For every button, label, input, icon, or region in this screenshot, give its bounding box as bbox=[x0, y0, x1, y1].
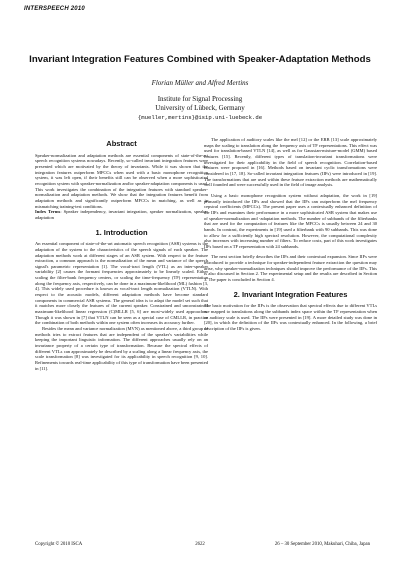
index-terms-text: : Speaker independency, invariant integration, speaker normalization, speaker adaptation bbox=[35, 209, 208, 220]
intro-paragraph-3: The application of auditory scales like the mel [12] or the ERB [13] scale approximately maps the scaling to translation along the frequency axis of TF representations. This effect was used for translation-based VTLN [14], as well as for Gaussian-mixture-model (GMM) based features [15]. Recently, different types of translation-invariant transformations were investigated for their applicability in the field of speech recognition. Correlation-based features were proposed in [16]. Methods based on invariant cyclic transformations were considered in [17, 18]. So-called invariant integration features (IIFs) were introduced in [19]. The transformations that are used within these feature extraction methods are mathematically well founded and were successfully used in the field of image analysis. bbox=[204, 137, 377, 188]
intro-paragraph-4: Using a basic monophone recognition system without adaptation, the work in [19] primarily introduced the IIFs and showed that the IIFs can outperform the mel frequency cepstral coefficients (MFCCs). The present paper uses a contextually enhanced definition of the IIFs and examines their performance in a more sophisticated ASR system that makes use of speaker-normalization and -adaptation methods. The number of subbands of the filterbanks that are used for the computation of features like the MFCCs is usually between 24 and 30 bands. In contrast, the experiments in [19] used a filterbank with 90 subbands. This was done to allow for a sufficiently high spectral resolution. However, the computational complexity also increases with increasing number of filters. To reduce costs, part of this work investigates IIFs based on a TF representation with 24 subbands. bbox=[204, 192, 377, 249]
index-terms-label: Index Terms bbox=[35, 209, 61, 215]
footer-conference: 26 – 30 September 2010, Makuhari, Chiba, Japan bbox=[274, 542, 370, 547]
intro-heading: 1. Introduction bbox=[95, 227, 148, 237]
conference-header: INTERSPEECH 2010 bbox=[24, 6, 85, 12]
authors: Florian Müller and Alfred Mertins bbox=[151, 79, 249, 87]
index-terms bbox=[35, 209, 208, 220]
affiliation-institute: Institute for Signal Processing bbox=[157, 95, 243, 103]
affiliation bbox=[0, 95, 400, 112]
abstract-heading: Abstract bbox=[106, 139, 137, 148]
section2-heading: 2. Invariant Integration Features bbox=[233, 289, 348, 299]
intro-paragraph-1: An essential component of state-of-the-art automatic speech recognition (ASR) systems is the adaptation of the system to the characteristics of the speech signals of each speaker. The adaptation methods work at different stages of an ASR system. With respect to the feature extraction, a common approach is the normalization of the mean and variance of the speech signal's parametric representation [1]. The vocal-tract length (VTL) as an inter-speaker variability [2] causes the formant frequencies approximately to be linearly scaled. Either scaling the filter-bank frequency centers, or scaling the time-frequency (TF) representation along the frequency axis, respectively, can be done in a maximum-likelihood (ML) fashion [3, 4]. This widely used procedure is known as vocal-tract length normalization (VTLN). With respect to the acoustic models, different adaptation methods have become standard components in commercial ASR systems. The general idea is to adapt the model set such that it matches more closely the features of the current speaker. Constrained and unconstrained maximum-likelihood linear regression (C)MLLR [5, 6] are most-widely used approaches. Though it was shown in [7] that VTLN can be seen as a special case of CMLLR, in practice the combination of both methods within one system often increases its accuracy further. bbox=[35, 241, 208, 326]
paper-title: Invariant Integration Features Combined with Speaker-Adaptation Methods bbox=[29, 54, 371, 65]
affiliation-university: University of Lübeck, Germany bbox=[155, 103, 245, 112]
footer-copyright: Copyright © 2010 ISCA bbox=[35, 542, 83, 547]
right-column bbox=[204, 137, 377, 332]
footer-page-number: 2622 bbox=[195, 542, 205, 547]
abstract-text: Speaker-normalization and adaptation methods are essential components of state-of-the-art speech recognition systems nowadays. Recently, so-called invariant integration features were presented which are motivated by the theory of invariants. While it was shown that the integration features outperform MFCCs when used with a basic monophone recognition system, it was left open, if their benefits still can be observed when a more sophisticated recognition system with speaker-normalization and/or speaker-adaptation components is used. This work investigates the combination of the integration features with standard speaker-normalization and adaptation methods. We show that the integration features benefit from adaptation methods and significantly outperform MFCCs in matching, as well as in mismatching training-test conditions. bbox=[35, 152, 208, 209]
section2-paragraph-1: The basic motivation for the IIFs is the observation that spectral effects due to different VTLs are mapped to translations along the subbands index space within the TF representation when an auditory scale is used. The IIFs were presented in [19]. A more detailed study was done in [20], in which the definition of the IIFs was contextually enhanced. In the following, a brief description of the IIFs is given. bbox=[204, 303, 377, 332]
intro-paragraph-2: Besides the mean and variance normalization (MVN) as mentioned above, a third group of methods tries to extract features that are independent of the speaker's variabilities while keeping the important linguistic information. The different approaches usually rely on an invariance property of a certain type of transformation. Because the spectral effects of different VTLs can approximately be described by a scaling along a linear frequency axis, the scale transformation [8] was investigated for its applicability in speech recognition [9, 10]. Refinements towards real-time applicability of this type of transformation have been presented in [11]. bbox=[35, 326, 208, 371]
author-email[interactable]: {mueller,mertins}@isip.uni-luebeck.de bbox=[137, 114, 263, 121]
left-column bbox=[35, 140, 208, 371]
intro-paragraph-5: The next section briefly describes the IIFs and their contextual expansion. Since IIFs were introduced to provide a technique for speaker-independent feature extraction the question may arise, why speaker-normalization techniques should improve the performance of the IIFs. This is also discussed in Section 2. The experimental setup and the results are described in Section 3. The paper is concluded in Section 4. bbox=[204, 254, 377, 283]
